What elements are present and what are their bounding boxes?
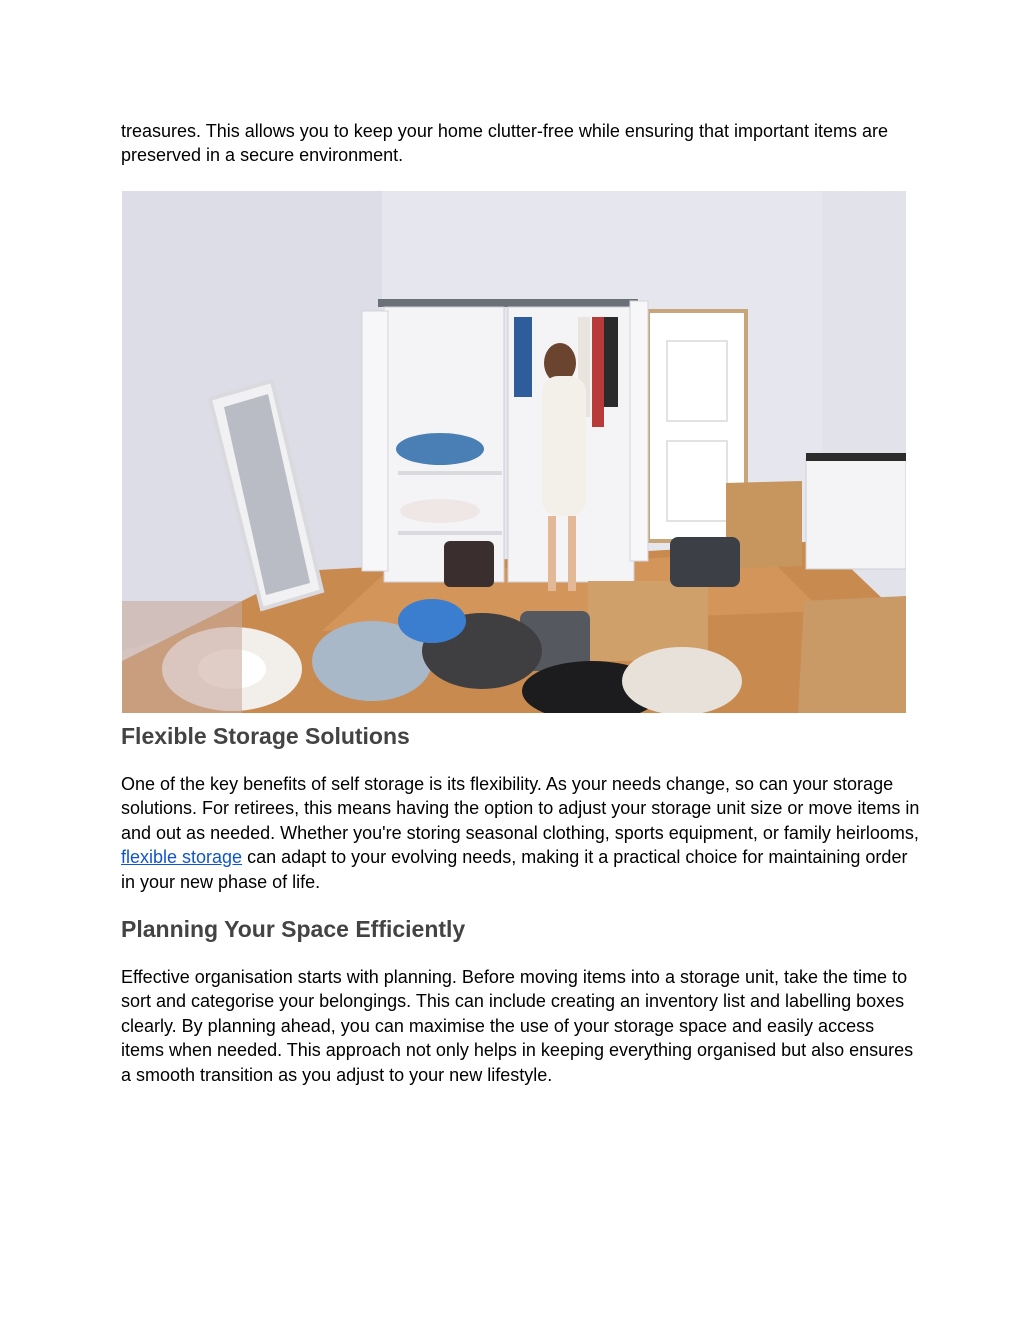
paragraph-text-after-link: can adapt to your evolving needs, making it a practical choice for maintaining order in your new phase of life. bbox=[121, 847, 908, 892]
flexible-storage-link[interactable]: flexible storage bbox=[121, 847, 243, 868]
intro-paragraph: treasures. This allows you to keep your home clutter-free while ensuring that important items are preserved in a secure environment. bbox=[121, 121, 889, 166]
flexible-storage-paragraph bbox=[121, 772, 921, 894]
section-title-flexible-storage: Flexible Storage Solutions bbox=[121, 723, 410, 749]
bedroom-clutter-photo bbox=[122, 191, 906, 713]
section-title-planning-space: Planning Your Space Efficiently bbox=[121, 916, 466, 942]
paragraph-text-before-link: One of the key benefits of self storage is its flexibility. As your needs change, so can your storage solutions. For retirees, this means having the option to adjust your storage unit size or move items in and out as needed. Whether you're storing seasonal clothing, sports equipment, or family heirlooms, bbox=[121, 774, 920, 843]
planning-space-paragraph: Effective organisation starts with planning. Before moving items into a storage unit, take the time to sort and categorise your belongings. This can include creating an inventory list and labelling boxes clearly. By planning ahead, you can maximise the use of your storage space and easily access items when needed. This approach not only helps in keeping everything organised but also ensures a smooth transition as you adjust to your new lifestyle. bbox=[121, 967, 914, 1085]
